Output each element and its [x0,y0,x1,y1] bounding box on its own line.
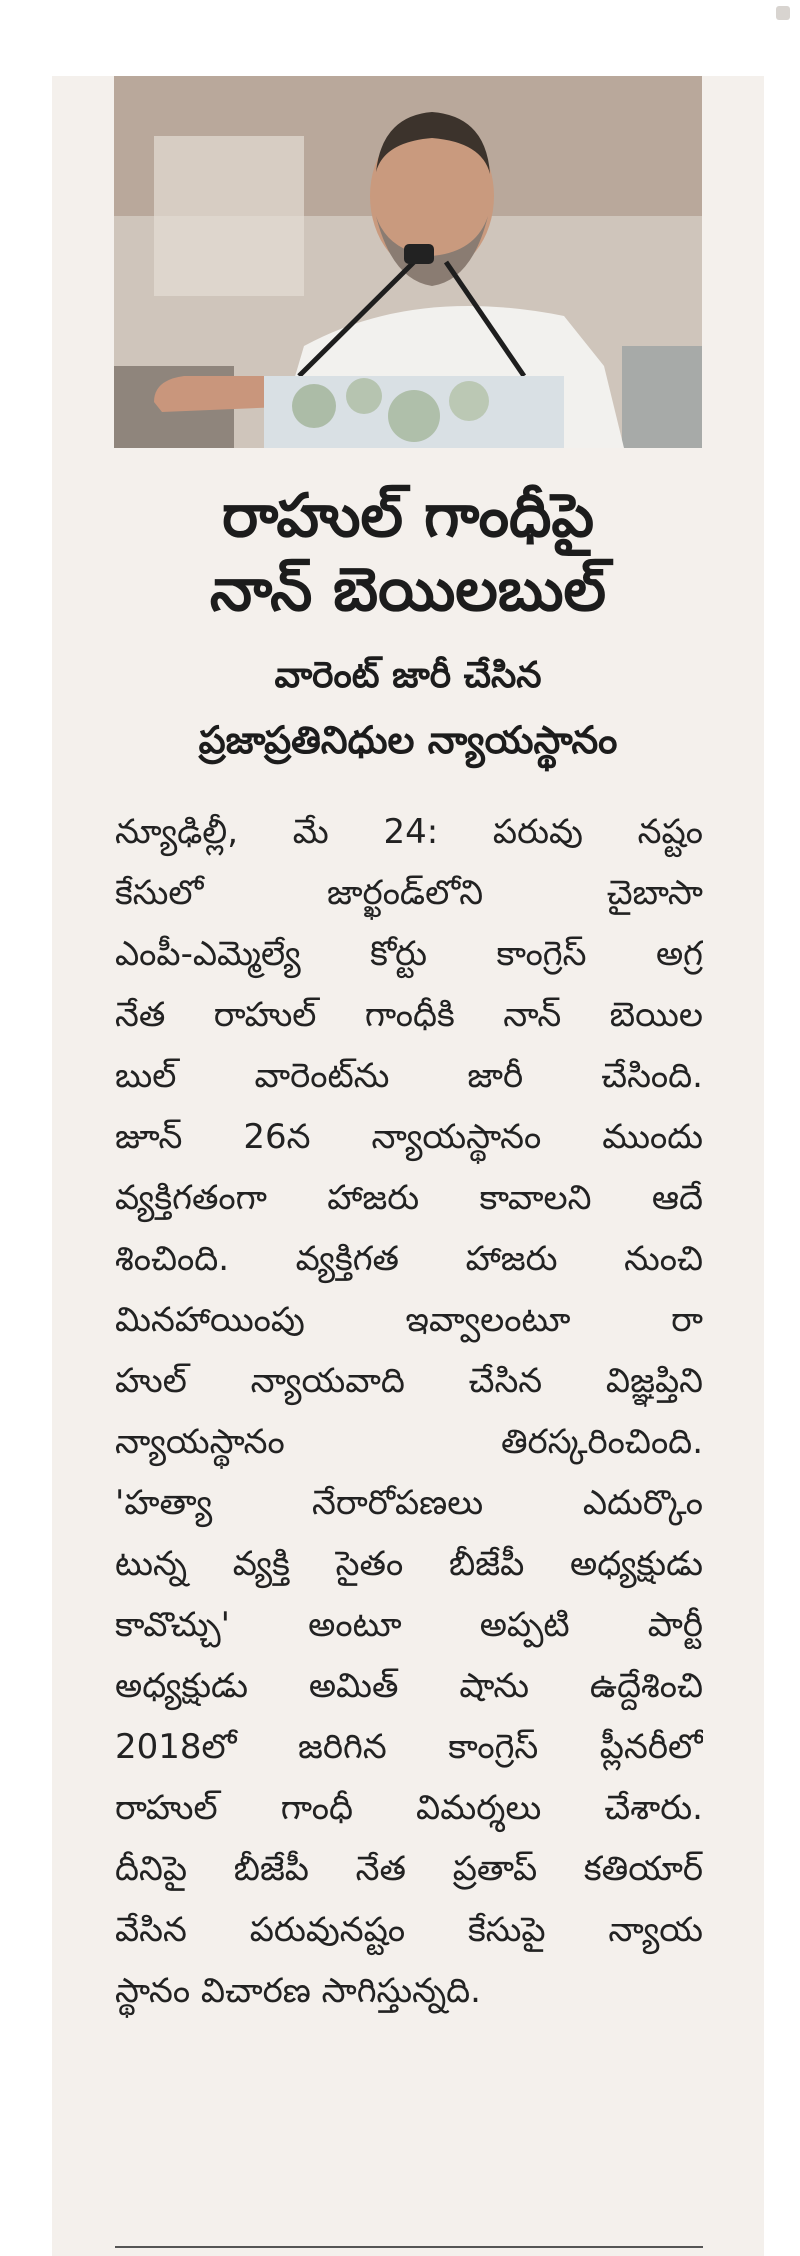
body-line: న్యూఢిల్లీ, మే 24: పరువు నష్టం [115,812,703,852]
body-line: కేసులో జార్ఖండ్‌లోని చైబాసా [115,873,703,913]
body-line: అధ్యక్షుడు అమిత్ షాను ఉద్దేశించి [115,1666,703,1706]
body-line: టున్న వ్యక్తి సైతం బీజేపీ అధ్యక్షుడు [115,1544,703,1584]
body-line: కావొచ్చు' అంటూ అప్పటి పార్టీ [115,1605,703,1645]
body-line: నేత రాహుల్ గాంధీకి నాన్ బెయిల [115,995,703,1035]
news-clipping [52,76,764,2256]
body-line: దీనిపై బీజేపీ నేత ప్రతాప్ కతియార్ [115,1849,703,1889]
body-line: మినహాయింపు ఇవ్వాలంటూ రా [115,1300,703,1340]
corner-icon [776,6,790,20]
subheadline-line-1: వారెంట్ జారీ చేసిన [274,655,542,696]
body-line: స్థానం విచారణ సాగిస్తున్నది. [115,1971,481,2011]
top-bar [0,0,800,36]
body-line: 'హత్యా నేరారోపణలు ఎదుర్కొం [115,1483,703,1523]
body-line: హుల్ న్యాయవాది చేసిన విజ్ఞప్తిని [115,1361,703,1401]
body-line: వ్యక్తిగతంగా హాజరు కావాలని ఆదే [115,1178,703,1218]
headline-line-1: రాహుల్ గాంధీపై [221,481,595,551]
body-line: న్యాయస్థానం తిరస్కరించింది. [115,1422,703,1462]
body-line: రాహుల్ గాంధీ విమర్శలు చేశారు. [115,1788,703,1828]
article-photo [114,76,702,448]
body-line: వేసిన పరువునష్టం కేసుపై న్యాయ [115,1910,703,1950]
body-line: జూన్ 26న న్యాయస్థానం ముందు [115,1117,703,1157]
subheadline-line-2: ప్రజాప్రతినిధుల న్యాయస్థానం [198,718,618,762]
bottom-rule [115,2246,703,2248]
speaker-illustration [114,76,702,448]
body-line: శించింది. వ్యక్తిగత హాజరు నుంచి [115,1239,703,1279]
article-body [115,802,703,2022]
body-line: బుల్ వారెంట్‌ను జారీ చేసింది. [115,1056,703,1096]
body-line: ఎంపీ-ఎమ్మెల్యే కోర్టు కాంగ్రెస్ అగ్ర [115,934,703,974]
headline-line-2: నాన్ బెయిలబుల్ [209,555,607,625]
body-line: 2018లో జరిగిన కాంగ్రెస్ ప్లీనరీలో [115,1727,703,1767]
